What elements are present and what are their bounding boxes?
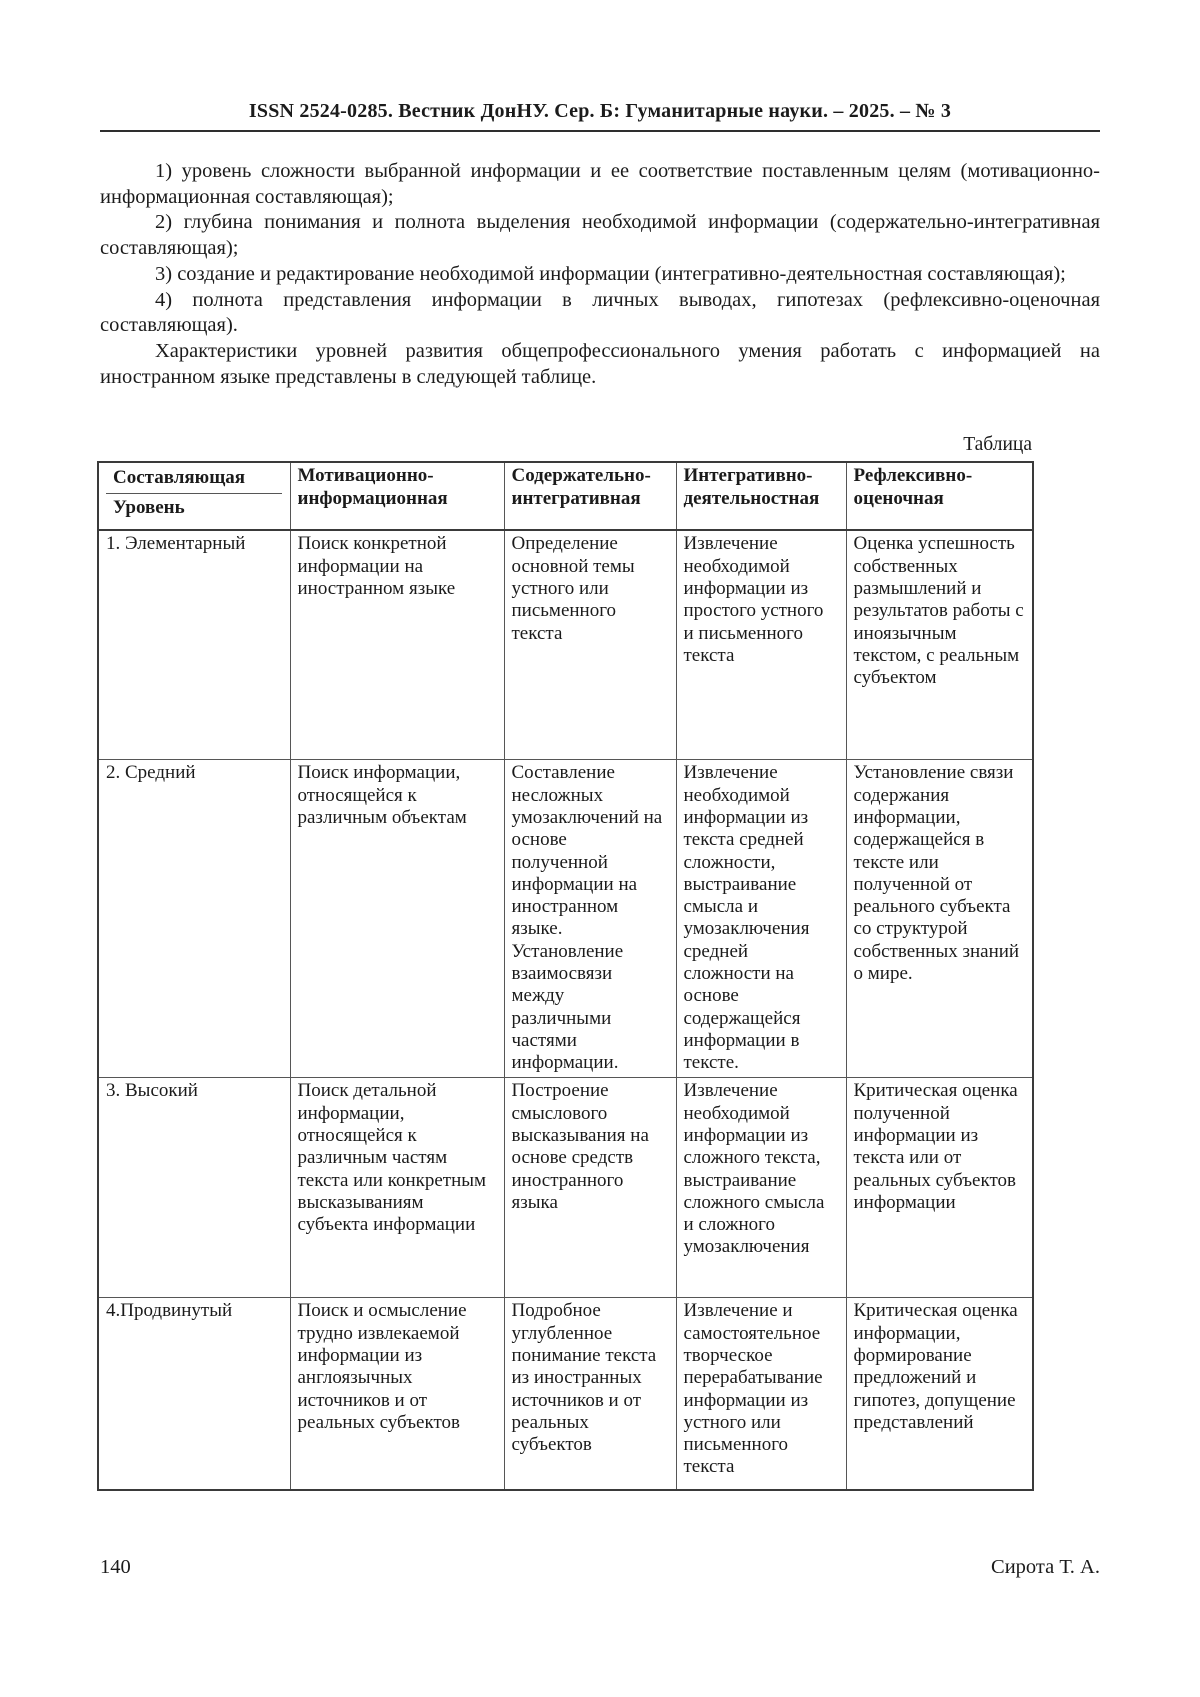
paragraph-item-1: 1) уровень сложности выбранной информации и ее соответствие поставленным целям (мотивационно-информационная составляющая); [100, 160, 1100, 208]
table-row-high [98, 1078, 1033, 1298]
table-row-advanced [98, 1298, 1033, 1491]
corner-label-level: Уровень [113, 496, 185, 518]
table-row-middle [98, 760, 1033, 1078]
corner-label-component: Составляющая [106, 465, 282, 493]
table-cell: Составление несложных умозаключений на основе полученной информации на иностранном языке. Установление взаимосвязи между различными частями информации. [504, 760, 676, 1078]
table-cell: Оценка успешность собственных размышлений и результатов работы с иноязычным текстом, с реальным субъектом [846, 530, 1033, 760]
table-cell: Поиск конкретной информации на иностранном языке [290, 530, 504, 760]
column-header-motivational: Мотивационно-информационная [290, 462, 504, 530]
table-cell: Поиск детальной информации, относящейся к различным частям текста или конкретным высказываниям субъекта информации [290, 1078, 504, 1298]
paragraph-item-4: 4) полнота представления информации в личных выводах, гипотезах (рефлексивно-оценочная составляющая). [100, 288, 1100, 337]
table-cell: Построение смыслового высказывания на основе средств иностранного языка [504, 1078, 676, 1298]
column-header-integrative: Интегративно-деятельностная [676, 462, 846, 530]
level-cell: 4.Продвинутый [98, 1298, 290, 1491]
table-cell: Определение основной темы устного или письменного текста [504, 530, 676, 760]
body-text [100, 159, 1100, 390]
table-row-elementary [98, 530, 1033, 760]
journal-header: ISSN 2524-0285. Вестник ДонНУ. Сер. Б: Гуманитарные науки. – 2025. – № 3 [248, 100, 952, 122]
table-cell: Извлечение и самостоятельное творческое перерабатывание информации из устного или письменного текста [676, 1298, 846, 1491]
page-number: 140 [100, 1556, 131, 1578]
column-header-reflexive: Рефлексивно-оценочная [846, 462, 1033, 530]
paragraph-item-2: 2) глубина понимания и полнота выделения необходимой информации (содержательно-интегративная составляющая); [100, 211, 1100, 260]
table-cell: Подробное углубленное понимание текста из иностранных источников и от реальных субъектов [504, 1298, 676, 1491]
column-header-content: Содержательно-интегративная [504, 462, 676, 530]
header-divider [100, 130, 1100, 132]
level-cell: 2. Средний [98, 760, 290, 1078]
levels-table [97, 461, 1034, 1491]
page-footer [100, 1556, 1100, 1579]
author-name: Сирота Т. А. [991, 1556, 1100, 1578]
paragraph-item-3: 3) создание и редактирование необходимой информации (интегративно-деятельностная составляющая); [155, 262, 1066, 285]
table-cell: Поиск информации, относящейся к различным объектам [290, 760, 504, 1078]
level-cell: 3. Высокий [98, 1078, 290, 1298]
table-corner-cell [98, 462, 290, 530]
table-cell: Установление связи содержания информации, содержащейся в тексте или полученной от реального субъекта со структурой собственных знаний о мире. [846, 760, 1033, 1078]
table-caption: Таблица [963, 434, 1032, 456]
level-cell: 1. Элементарный [98, 530, 290, 760]
paragraph-lead-in: Характеристики уровней развития общепрофессионального умения работать с информацией на иностранном языке представлены в следующей таблице. [100, 339, 1100, 388]
table-cell: Критическая оценка информации, формирование предложений и гипотез, допущение представлений [846, 1298, 1033, 1491]
table-cell: Извлечение необходимой информации из текста средней сложности, выстраивание смысла и умозаключения средней сложности на основе содержащейся информации в тексте. [676, 760, 846, 1078]
table-cell: Критическая оценка полученной информации из текста или от реальных субъектов информации [846, 1078, 1033, 1298]
table-cell: Поиск и осмысление трудно извлекаемой информации из англоязычных источников и от реальных субъектов [290, 1298, 504, 1491]
table-header-row [98, 462, 1033, 530]
table-cell: Извлечение необходимой информации из простого устного и письменного текста [676, 530, 846, 760]
table-cell: Извлечение необходимой информации из сложного текста, выстраивание сложного смысла и сложного умозаключения [676, 1078, 846, 1298]
